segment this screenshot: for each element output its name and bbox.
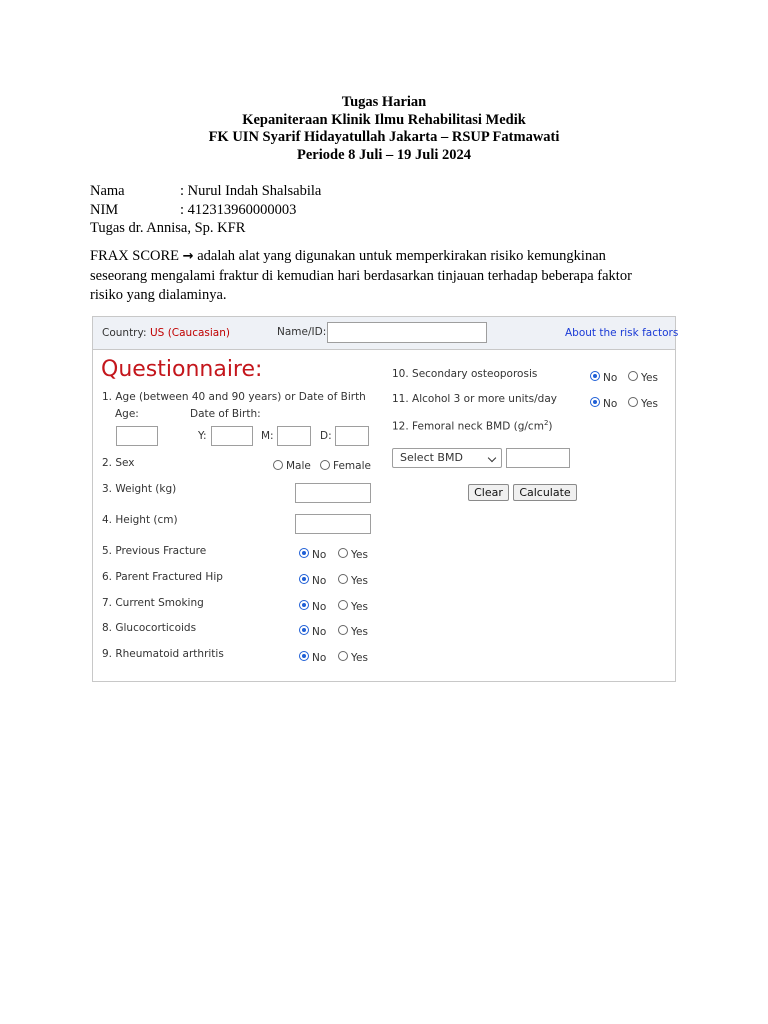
weight-input[interactable] [295,483,371,503]
bmd-select-value: Select BMD [400,451,463,464]
sex-female-label: Female [333,460,371,472]
student-info [90,182,321,238]
nama-value: : Nurul Indah Shalsabila [180,183,322,199]
arrow-icon: → [182,249,194,264]
rheumatoid-yes-radio[interactable] [338,651,348,661]
questionnaire-title: Questionnaire: [101,357,263,382]
q3-label: 3. Weight (kg) [102,483,177,495]
sex-female-radio[interactable] [320,460,330,470]
glucocorticoids-yes-label: Yes [351,626,368,638]
parent-hip-no-radio[interactable] [299,574,309,584]
nama-label: Nama [90,183,125,199]
previous-fracture-no-radio[interactable] [299,548,309,558]
q6-label: 6. Parent Fractured Hip [102,571,223,583]
header-line-1: Tugas Harian [341,94,427,110]
q12-label [392,419,553,433]
rheumatoid-no-radio[interactable] [299,651,309,661]
dob-label: Date of Birth: [190,408,261,420]
glucocorticoids-no-radio[interactable] [299,625,309,635]
m-label: M: [261,430,274,442]
country-value[interactable]: US (Caucasian) [150,327,230,339]
about-risk-factors-link[interactable]: About the risk factors [565,327,679,339]
q9-label: 9. Rheumatoid arthritis [102,648,224,660]
q5-label: 5. Previous Fracture [102,545,207,557]
nameid-input[interactable] [327,322,487,343]
alcohol-no-radio[interactable] [590,397,600,407]
nameid-label: Name/ID: [277,326,327,338]
calculate-button[interactable]: Calculate [513,484,577,501]
previous-fracture-yes-label: Yes [351,549,368,561]
smoking-yes-label: Yes [351,601,368,613]
age-label: Age: [115,408,139,420]
q10-label: 10. Secondary osteoporosis [392,368,538,380]
header-line-4: Periode 8 Juli – 19 Juli 2024 [297,146,471,163]
q2-label: 2. Sex [102,457,135,469]
previous-fracture-no-label: No [312,549,327,561]
frax-description [90,247,690,306]
para-line-3: risiko yang dialaminya. [90,287,227,303]
y-label: Y: [198,430,207,442]
clear-button[interactable]: Clear [468,484,509,501]
height-input[interactable] [295,514,371,534]
q8-label: 8. Glucocorticoids [102,622,197,634]
previous-fracture-yes-radio[interactable] [338,548,348,558]
age-input[interactable] [116,426,158,446]
rheumatoid-yes-label: Yes [351,652,368,664]
day-input[interactable] [335,426,369,446]
parent-hip-no-label: No [312,575,327,587]
para-line-1 [90,247,690,267]
rheumatoid-no-label: No [312,652,327,664]
year-input[interactable] [211,426,253,446]
d-label: D: [320,430,332,442]
sex-male-label: Male [286,460,311,472]
secondary-osteoporosis-yes-label: Yes [641,372,658,384]
nama-row [90,182,321,201]
sex-male-radio[interactable] [273,460,283,470]
q12-close: ) [548,420,553,433]
parent-hip-yes-radio[interactable] [338,574,348,584]
bmd-value-input[interactable] [506,448,570,468]
smoking-yes-radio[interactable] [338,600,348,610]
q12-text: Femoral neck BMD (g/cm [412,420,544,433]
smoking-no-label: No [312,601,327,613]
nim-label: NIM [90,201,119,218]
document-header [0,94,768,164]
tugas-row [90,219,321,238]
month-input[interactable] [277,426,311,446]
nim-value: : 412313960000003 [180,201,297,218]
q4-label: 4. Height (cm) [102,514,178,526]
header-line-2: Kepaniteraan Klinik Ilmu Rehabilitasi Medik [242,111,526,128]
parent-hip-yes-label: Yes [351,575,368,587]
alcohol-yes-radio[interactable] [628,397,638,407]
q12-superscript: 2 [543,419,549,427]
q1-label: 1. Age (between 40 and 90 years) or Date of Birth [102,391,366,403]
country-label: Country: [102,327,147,339]
frax-score-term: FRAX SCORE [90,248,180,264]
nim-row [90,201,321,220]
glucocorticoids-no-label: No [312,626,327,638]
frax-calculator [92,316,679,682]
secondary-osteoporosis-no-radio[interactable] [590,371,600,381]
para-line-1-text: adalah alat yang digunakan untuk memperkirakan risiko kemungkinan [197,248,606,264]
smoking-no-radio[interactable] [299,600,309,610]
para-line-2: seseorang mengalami fraktur di kemudian hari berdasarkan tinjauan terhadap beberapa faktor [90,267,632,284]
tugas-text: Tugas dr. Annisa, Sp. KFR [90,220,246,236]
secondary-osteoporosis-yes-radio[interactable] [628,371,638,381]
q7-label: 7. Current Smoking [102,597,204,609]
alcohol-no-label: No [603,398,618,410]
secondary-osteoporosis-no-label: No [603,372,618,384]
header-line-3: FK UIN Syarif Hidayatullah Jakarta – RSUP Fatmawati [208,129,560,146]
glucocorticoids-yes-radio[interactable] [338,625,348,635]
chevron-down-icon [488,454,496,462]
alcohol-yes-label: Yes [641,398,658,410]
bmd-select[interactable] [392,448,502,468]
q12-number: 12. [392,420,409,433]
q11-label: 11. Alcohol 3 or more units/day [392,393,557,405]
